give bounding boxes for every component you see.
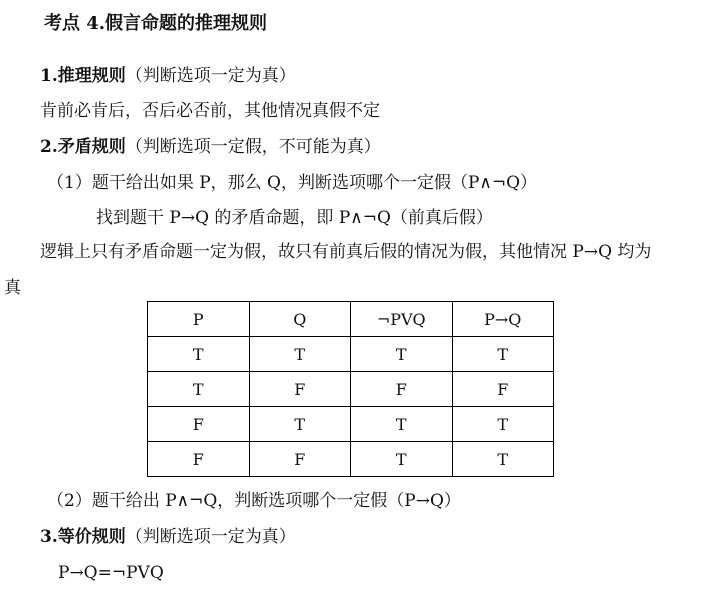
truth-table-header: P: [148, 302, 250, 337]
truth-table-header: P→Q: [452, 302, 554, 337]
section1-heading-line: [40, 65, 296, 87]
section2-note: （判断选项一定假，不可能为真）: [125, 137, 381, 157]
section3-note: （判断选项一定为真）: [125, 527, 296, 547]
table-cell: T: [452, 442, 554, 477]
section2-heading: 2.矛盾规则: [40, 137, 126, 157]
section2-case1-detail: 找到题干 P→Q 的矛盾命题，即 P∧¬Q（前真后假）: [96, 208, 493, 228]
table-row: [148, 407, 554, 442]
section1-heading: 1.推理规则: [40, 66, 126, 86]
table-cell: F: [249, 372, 351, 407]
table-cell: T: [249, 337, 351, 372]
table-cell: F: [351, 372, 453, 407]
section3-formula: P→Q=¬PVQ: [58, 563, 164, 583]
section2-case2: （2）题干给出 P∧¬Q，判断选项哪个一定假（P→Q）: [47, 491, 461, 511]
truth-table-header: Q: [249, 302, 351, 337]
table-row: [148, 337, 554, 372]
table-cell: F: [249, 442, 351, 477]
table-cell: T: [148, 372, 250, 407]
section2-logic-line2: 真: [4, 278, 21, 298]
table-cell: T: [351, 442, 453, 477]
page-title: 考点 4.假言命题的推理规则: [44, 13, 268, 34]
table-cell: T: [452, 337, 554, 372]
truth-table: [147, 301, 554, 477]
table-cell: T: [351, 407, 453, 442]
table-cell: F: [452, 372, 554, 407]
section2-logic-line1: 逻辑上只有矛盾命题一定为假，故只有前真后假的情况为假，其他情况 P→Q 均为: [40, 242, 652, 262]
section3-heading-line: [40, 526, 296, 548]
table-cell: F: [148, 407, 250, 442]
table-row: [148, 372, 554, 407]
table-cell: T: [351, 337, 453, 372]
truth-table-header: ¬PVQ: [351, 302, 453, 337]
section1-note: （判断选项一定为真）: [125, 66, 296, 86]
table-cell: T: [148, 337, 250, 372]
table-row: [148, 442, 554, 477]
section2-heading-line: [40, 136, 381, 158]
table-cell: F: [148, 442, 250, 477]
section1-body: 肯前必肯后，否后必否前，其他情况真假不定: [40, 101, 380, 121]
truth-table-header-row: [148, 302, 554, 337]
table-cell: T: [249, 407, 351, 442]
table-cell: T: [452, 407, 554, 442]
section2-case1: （1）题干给出如果 P，那么 Q，判断选项哪个一定假（P∧¬Q）: [47, 173, 538, 193]
section3-heading: 3.等价规则: [40, 527, 126, 547]
